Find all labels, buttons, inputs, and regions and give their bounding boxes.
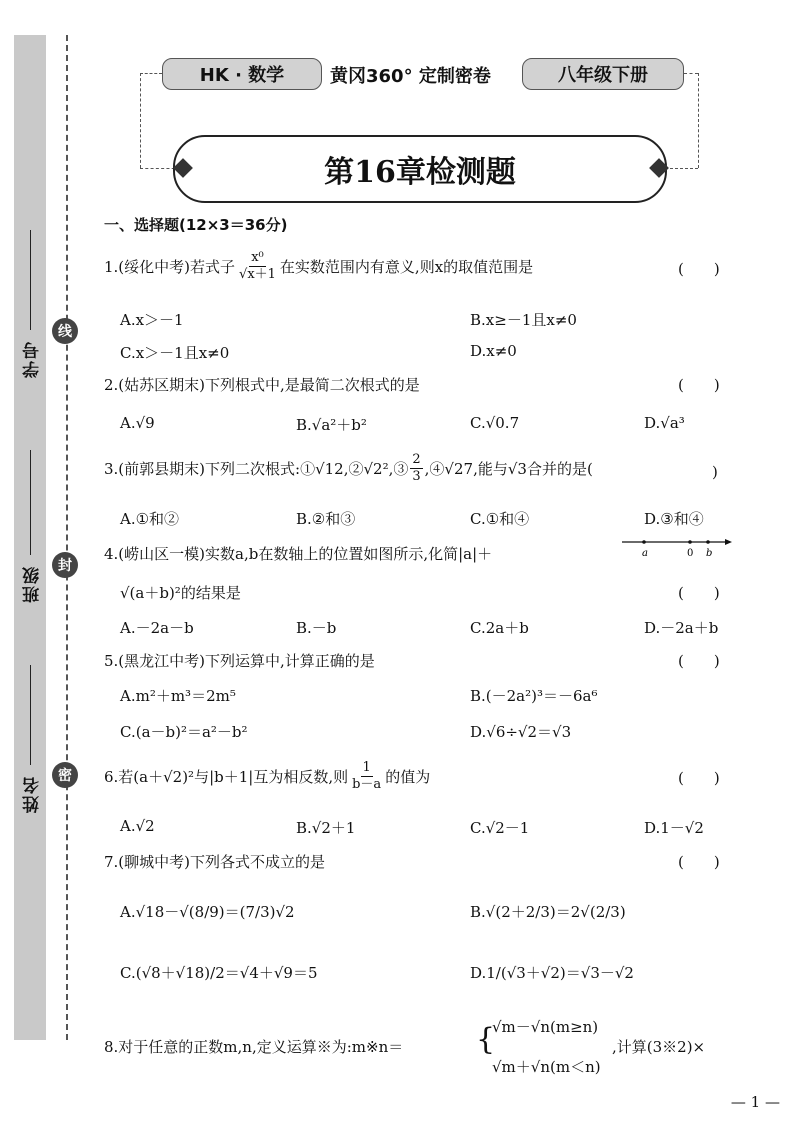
q8-case-2: √m＋√n(m＜n) [492,1058,601,1076]
section-heading: 一、选择题(12×3＝36分) [104,216,288,234]
q5-stem: 5.(黑龙江中考)下列运算中,计算正确的是 [104,652,375,670]
q4-number-line [622,536,732,560]
q1-frac-num: x⁰ [249,250,266,267]
q3-fraction [410,452,422,486]
q8-stem-post: ,计算(3※2)× [612,1038,706,1056]
q6-stem [104,760,430,794]
q3-stem-pre: 3.(前郭县期末)下列二次根式:①√12,②√2²,③ [104,460,409,479]
q4-option-d: D.－2a＋b [644,619,719,637]
q6-option-d: D.1－√2 [644,819,704,837]
q3-option-a: A.①和② [120,510,180,528]
q3-frac-den: 3 [412,469,421,485]
q4-stem-cont: √(a＋b)²的结果是 [120,584,241,602]
q4-option-c: C.2a＋b [470,619,529,637]
q2-option-d: D.√a³ [644,414,685,432]
q6-fraction [350,760,383,794]
q3-option-c: C.①和④ [470,510,530,528]
q6-option-c: C.√2－1 [470,819,530,837]
q7-answer-paren: ( ) [678,853,720,871]
point-0 [688,540,692,544]
q6-option-a: A.√2 [120,817,155,835]
q1-stem-pre: 1.(绥化中考)若式子 [104,258,236,277]
seal-mark-xian: 线 [52,318,78,344]
seal-mark-mi: 密 [52,762,78,788]
header-dash-left-v [140,73,141,168]
label-0: 0 [687,548,694,559]
seal-cut-line [66,35,68,1040]
q5-answer-paren: ( ) [678,652,720,670]
q4-option-a: A.－2a－b [120,619,194,637]
q2-stem: 2.(姑苏区期末)下列根式中,是最简二次根式的是 [104,376,420,394]
q1-answer-paren: ( ) [678,260,720,278]
q1-stem [104,250,533,284]
q7-option-d: D.1/(√3＋√2)＝√3－√2 [470,964,634,982]
q1-option-a: A.x＞－1 [120,311,184,329]
number-line-arrow [725,539,732,545]
q5-option-d: D.√6÷√2＝√3 [470,723,572,741]
q4-stem: 4.(崂山区一模)实数a,b在数轴上的位置如图所示,化简|a|＋ [104,545,493,563]
q6-frac-num: 1 [361,760,373,777]
page-number: — 1 — [730,1093,780,1111]
class-label: 班级 [23,565,43,603]
q3-option-d: D.③和④ [644,510,704,528]
q3-option-b: B.②和③ [296,510,356,528]
seal-mark-feng: 封 [52,552,78,578]
label-b: b [706,548,713,559]
student-id-line [30,230,32,330]
point-a [642,540,646,544]
page-title: 第16章检测题 [173,135,667,203]
q4-answer-paren: ( ) [678,584,720,602]
q1-frac-den: √x＋1 [239,267,276,283]
q2-option-b: B.√a²＋b² [296,416,367,434]
q2-option-a: A.√9 [120,414,155,432]
q7-stem: 7.(聊城中考)下列各式不成立的是 [104,853,326,871]
q6-frac-den: b－a [352,777,382,793]
q7-option-c: C.(√8＋√18)/2＝√4＋√9＝5 [120,964,318,982]
q6-option-b: B.√2＋1 [296,819,356,837]
header-dash-right-v [698,73,699,168]
q7-option-a: A.√18－√(8/9)＝(7/3)√2 [120,903,295,921]
q4-option-b: B.－b [296,619,337,637]
q3-frac-num: 2 [410,452,422,469]
q3-stem [104,452,593,486]
grade-pill: 八年级下册 [522,58,684,90]
q5-option-b: B.(－2a²)³＝－6a⁶ [470,687,598,705]
q2-answer-paren: ( ) [678,376,720,394]
q5-option-a: A.m²＋m³＝2m⁵ [120,687,236,705]
q8-brace: { [476,1022,496,1057]
subject-pill: HK · 数学 [162,58,322,90]
q5-option-c: C.(a－b)²＝a²－b² [120,723,248,741]
q1-stem-post: 在实数范围内有意义,则x的取值范围是 [279,258,534,277]
q1-option-d: D.x≠0 [470,342,517,360]
point-b [706,540,710,544]
q1-option-c: C.x＞－1且x≠0 [120,344,230,362]
student-id-label: 学号 [23,340,43,378]
name-label: 姓名 [23,775,43,813]
label-a: a [642,548,648,559]
q6-answer-paren: ( ) [678,769,720,787]
series-title: 黄冈360° 定制密卷 [330,66,491,87]
q8-case-1: √m－√n(m≥n) [492,1018,599,1036]
q3-answer-close: ) [712,463,718,481]
q7-option-b: B.√(2＋2/3)＝2√(2/3) [470,903,626,921]
header-dash-right [684,73,698,74]
q1-fraction [237,250,278,284]
q1-option-b: B.x≥－1且x≠0 [470,311,577,329]
q6-stem-pre: 6.若(a＋√2)²与|b＋1|互为相反数,则 [104,768,349,787]
q2-option-c: C.√0.7 [470,414,520,432]
class-line [30,450,32,555]
q8-stem-pre: 8.对于任意的正数m,n,定义运算※为:m※n＝ [104,1038,404,1056]
q3-stem-post: ,④√27,能与√3合并的是( [424,460,593,479]
q6-stem-post: 的值为 [385,768,431,787]
header-dash-left [140,73,162,74]
name-line [30,665,32,765]
